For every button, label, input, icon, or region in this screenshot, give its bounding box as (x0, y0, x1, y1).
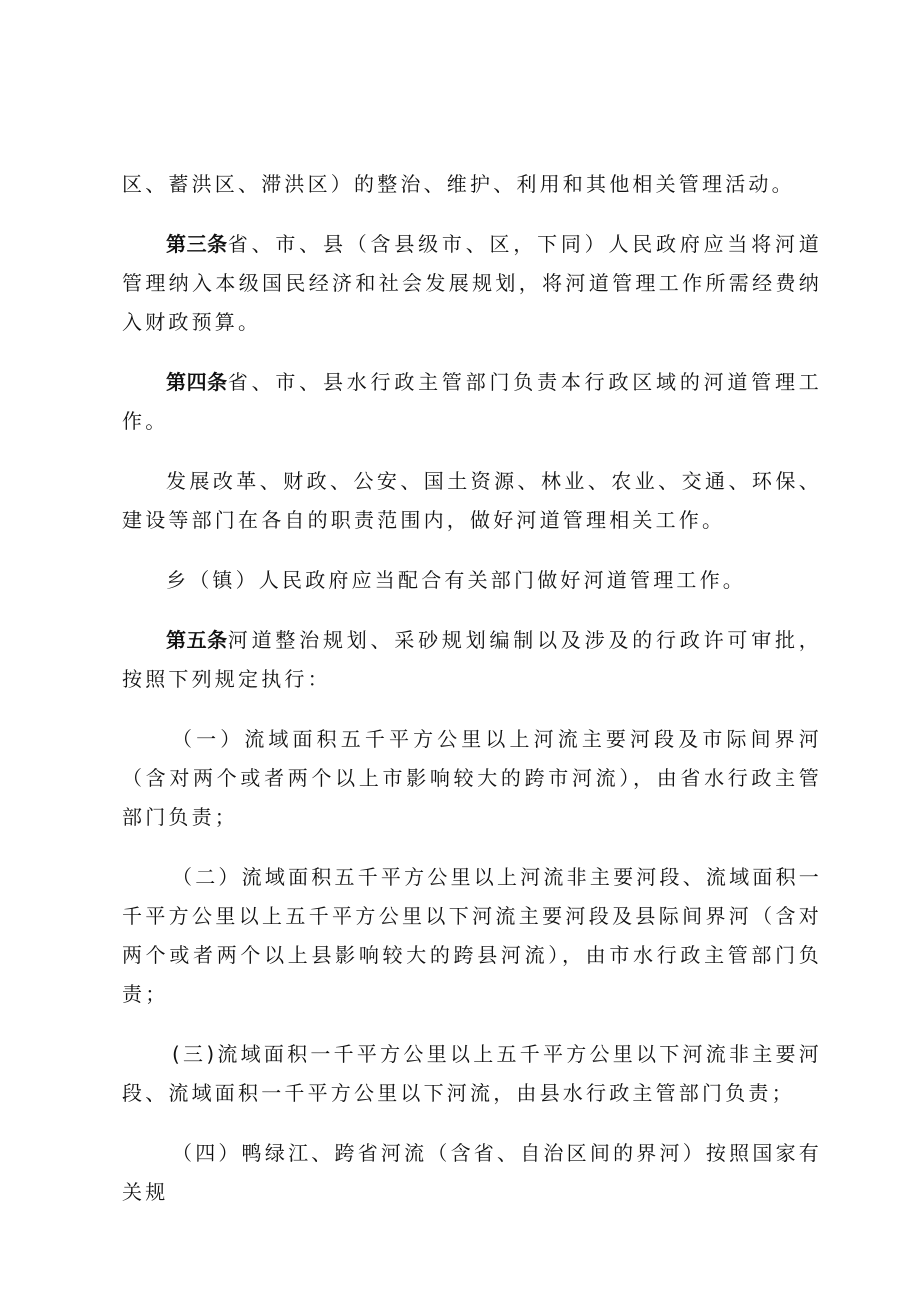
list-item-4 (122, 1134, 822, 1212)
paragraph-text: 省、市、县水行政主管部门负责本行政区域的河道管理工作。 (122, 370, 823, 433)
article-number: 第五条 (166, 628, 228, 652)
paragraph-text: (三)流域面积一千平方公里以上五千平方公里以下河流非主要河段、流域面积一千平方公里以下河流，由县水行政主管部门负责； (122, 1042, 822, 1105)
paragraph-text: （四）鸭绿江、跨省河流（含省、自治区间的界河）按照国家有关规 (122, 1141, 822, 1204)
article-number: 第四条 (166, 370, 228, 394)
paragraph-text: 省、市、县（含县级市、区，下同）人民政府应当将河道管理纳入本级国民经济和社会发展规划，将河道管理工作所需经费纳入财政预算。 (122, 232, 823, 334)
document-body (122, 165, 822, 1233)
list-item-2 (122, 858, 822, 1014)
paragraph-text: 乡（镇）人民政府应当配合有关部门做好河道管理工作。 (166, 568, 746, 592)
list-item-1 (122, 720, 822, 837)
paragraph-township (122, 561, 822, 600)
list-item-3 (122, 1035, 822, 1113)
paragraph-text: 河道整治规划、采砂规划编制以及涉及的行政许可审批，按照下列规定执行： (122, 628, 823, 691)
article-number: 第三条 (166, 232, 228, 256)
paragraph-text: 发展改革、财政、公安、国土资源、林业、农业、交通、环保、建设等部门在各自的职责范围内，做好河道管理相关工作。 (122, 469, 822, 532)
paragraph-text: 区、蓄洪区、滞洪区）的整治、维护、利用和其他相关管理活动。 (122, 172, 795, 196)
article-4 (122, 363, 822, 441)
article-5 (122, 621, 822, 699)
paragraph-text: （二）流域面积五千平方公里以上河流非主要河段、流域面积一千平方公里以上五千平方公里以下河流主要河段及县际间界河（含对两个或者两个以上县影响较大的跨县河流），由市水行政主管部门负责； (122, 865, 822, 1006)
paragraph-departments (122, 462, 822, 540)
paragraph-text: （一）流域面积五千平方公里以上河流主要河段及市际间界河（含对两个或者两个以上市影响较大的跨市河流），由省水行政主管部门负责； (122, 727, 822, 829)
paragraph-continuation (122, 165, 822, 204)
article-3 (122, 225, 822, 342)
